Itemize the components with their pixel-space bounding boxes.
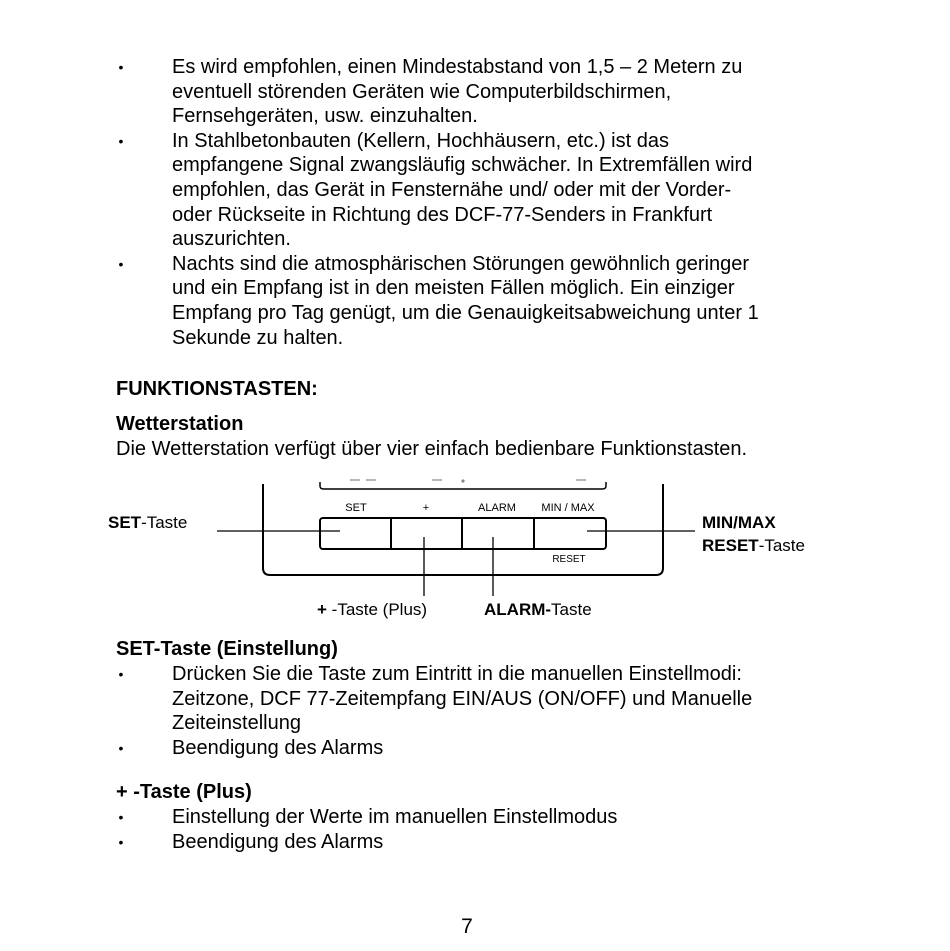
alarm-callout: ALARM-Taste xyxy=(484,600,592,619)
list-item: • Drücken Sie die Taste zum Eintritt in die manuellen Einstellmodi: Zeitzone, DCF 77-Zeitempfang EIN/AUS (ON/OFF) und Manuelle Zeiteinstellung xyxy=(116,662,836,736)
plus-callout: + -Taste (Plus) xyxy=(317,600,428,619)
list-item: • Beendigung des Alarms xyxy=(116,830,836,855)
bullet-icon: • xyxy=(118,666,124,682)
minmax-button-label: MIN / MAX xyxy=(541,502,595,514)
alarm-button-label: ALARM xyxy=(478,502,516,514)
reset-button-label: RESET xyxy=(552,554,586,565)
bullet-icon: • xyxy=(118,59,124,75)
bullet-icon: • xyxy=(118,255,124,272)
plus-bullet-list xyxy=(116,805,836,854)
plus-section-title: + -Taste (Plus) xyxy=(116,781,252,803)
list-item: • Einstellung der Werte im manuellen Einstellmodus xyxy=(116,805,836,830)
intro-bullet-list xyxy=(116,55,836,350)
list-item: • Es wird empfohlen, einen Mindestabstand von 1,5 – 2 Metern zu eventuell störenden Geräten wie Computerbildschirmen, Fernsehgeräten, usw. einzuhalten. xyxy=(116,55,836,129)
set-button-label: SET xyxy=(345,502,367,514)
reset-callout: RESET-Taste xyxy=(702,536,805,555)
display-bracket xyxy=(320,482,606,489)
set-bullet-list xyxy=(116,662,836,760)
plus-button-label: + xyxy=(422,502,430,514)
minmax-callout: MIN/MAX xyxy=(702,513,776,532)
list-item: • Beendigung des Alarms xyxy=(116,736,836,761)
set-section-title: SET-Taste (Einstellung) xyxy=(116,638,338,660)
set-callout: SET-Taste xyxy=(108,513,188,532)
section-title: FUNKTIONSTASTEN: xyxy=(116,378,318,400)
subsection-title: Wetterstation xyxy=(116,413,244,435)
bullet-icon: • xyxy=(118,132,124,149)
bullet-icon: • xyxy=(118,833,124,850)
button-diagram xyxy=(0,470,950,630)
display-segments xyxy=(350,480,586,482)
subsection-text: Die Wetterstation verfügt über vier einfach bedienbare Funktionstasten. xyxy=(116,438,748,460)
bullet-icon: • xyxy=(118,809,124,825)
page-number: 7 xyxy=(461,915,473,938)
bullet-icon: • xyxy=(118,739,124,756)
list-item: • Nachts sind die atmosphärischen Störungen gewöhnlich geringer und ein Empfang ist in den meisten Fällen möglich. Ein einziger Empfang pro Tag genügt, um die Genauigkeitsabweichung unter 1 Sekunde zu halten. xyxy=(116,252,836,350)
list-item: • In Stahlbetonbauten (Kellern, Hochhäusern, etc.) ist das empfangene Signal zwangsläufig schwächer. In Extremfällen wird empfohlen, das Gerät in Fensternähe und/ oder mit der Vorder- oder Rückseite in Richtung des DCF-77-Senders in Frankfurt auszurichten. xyxy=(116,129,836,252)
